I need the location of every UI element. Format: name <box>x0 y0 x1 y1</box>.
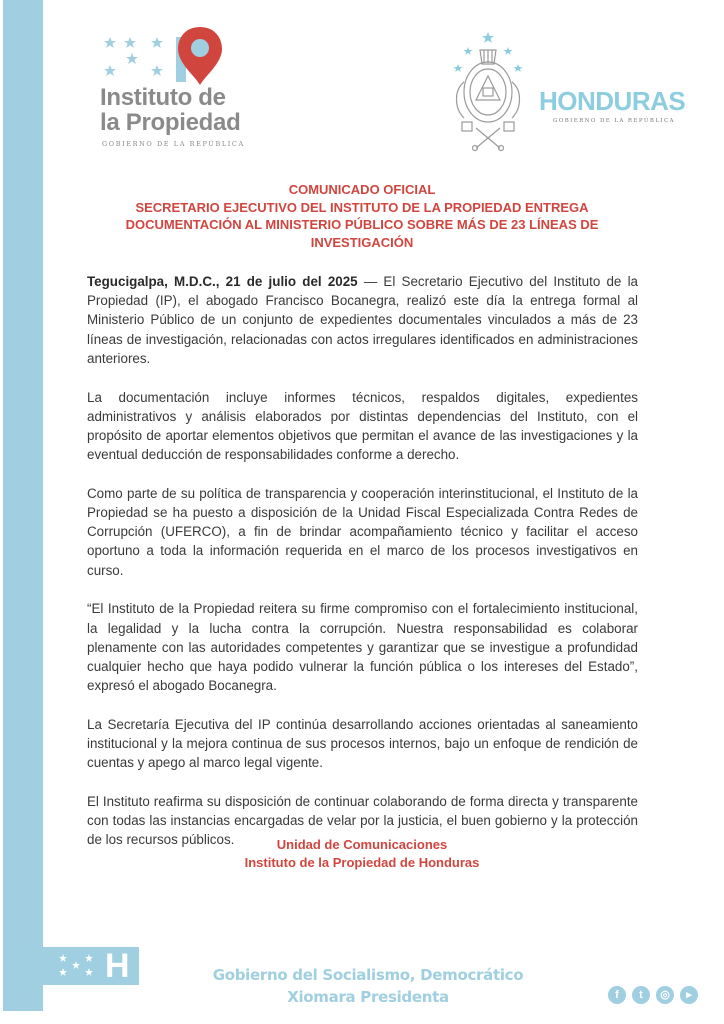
signature-institution: Instituto de la Propiedad de Honduras <box>244 855 480 870</box>
ip-logo-name <box>100 85 240 135</box>
honduras-h-logo: H <box>105 947 130 985</box>
paragraph-6: El Instituto reafirma su disposición de continuar colaborando de forma directa y transparente con todas las instancias encargadas de velar por la justicia, el buen gobierno y la protección de los recursos públicos. <box>87 793 638 848</box>
communique-title <box>87 181 637 251</box>
dateline: Tegucigalpa, M.D.C., 21 de julio del 2025 <box>87 274 358 289</box>
title-line-2: SECRETARIO EJECUTIVO DEL INSTITUTO DE LA PROPIEDAD ENTREGA <box>135 199 589 215</box>
ip-logo-name-line1: Instituto de <box>100 84 226 111</box>
title-line-3: DOCUMENTACIÓN AL MINISTERIO PÚBLICO SOBRE MÁS DE 23 LÍNEAS DE <box>125 217 599 232</box>
ip-logo-subtitle: GOBIERNO DE LA REPÚBLICA <box>102 140 245 148</box>
ip-logo-mark-icon <box>100 25 230 87</box>
signature-block <box>87 836 637 872</box>
left-brand-stripe <box>3 0 43 1011</box>
social-links <box>608 986 698 1004</box>
paragraph-1-text: — El Secretario Ejecutivo del Instituto de la Propiedad (IP), el abogado Francisco Bocanegra, realizó este día la entrega formal al Ministerio Público de un conjunto de expedientes documentales vinculados a más de 23 líneas de investigación, relacionadas con actos irregulares identificados en administraciones anteriores. <box>87 274 638 366</box>
communique-body <box>87 272 638 869</box>
footer-line-1: Gobierno del Socialismo, Democrático <box>212 966 524 984</box>
footer-line-2: Xiomara Presidenta <box>287 988 449 1006</box>
honduras-gov-logo <box>450 30 700 155</box>
stars-icon <box>59 952 95 980</box>
honduras-title: HONDURAS <box>539 86 686 116</box>
ip-logo <box>100 25 255 155</box>
paragraph-2: La documentación incluye informes técnicos, respaldos digitales, expedientes administrativos y análisis elaborados por distintas dependencias del Instituto, con el propósito de aportar elementos objetivos que permitan el avance de las investigaciones y la eventual deducción de responsabilidades conforme a derecho. <box>87 389 638 463</box>
facebook-icon[interactable]: f <box>608 986 626 1004</box>
signature-unit: Unidad de Comunicaciones <box>276 837 448 852</box>
footer-brand-bar <box>43 947 139 985</box>
paragraph-3: Como parte de su política de transparencia y cooperación interinstitucional, el Instituto de la Propiedad se ha puesto a disposición de la Unidad Fiscal Especializada Contra Redes de Corrupción (UFERCO), a fin de brindar acompañamiento técnico y facilitar el acceso oportuno a toda la información requerida en el marco de los procesos investigativos en curso. <box>87 485 638 578</box>
ip-logo-name-line2: la Propiedad <box>100 109 241 136</box>
paragraph-4-quote: “El Instituto de la Propiedad reitera su firme compromiso con el fortalecimiento institucional, la legalidad y la lucha contra la corrupción. Nuestra responsabilidad es colaborar plenamente con las autoridades competentes y garantizar que se investigue a profundidad cualquier hecho que haya podido vulnerar la función pública o los intereses del Estado”, expresó el abogado Bocanegra. <box>87 601 638 694</box>
title-line-1: COMUNICADO OFICIAL <box>288 182 436 197</box>
coat-of-arms-icon <box>450 30 530 155</box>
paragraph-5: La Secretaría Ejecutiva del IP continúa desarrollando acciones orientadas al saneamiento institucional y la mejora continua de sus procesos internos, bajo un enfoque de rendición de cuentas y apego al marco legal vigente. <box>87 716 638 771</box>
title-line-4: INVESTIGACIÓN <box>310 234 414 250</box>
honduras-subtitle: GOBIERNO DE LA REPÚBLICA <box>553 118 675 124</box>
instagram-icon[interactable]: ◎ <box>656 986 674 1004</box>
youtube-icon[interactable]: ▸ <box>680 986 698 1004</box>
twitter-icon[interactable]: t <box>632 986 650 1004</box>
paragraph-1 <box>87 272 638 368</box>
footer-slogan <box>150 964 586 1008</box>
